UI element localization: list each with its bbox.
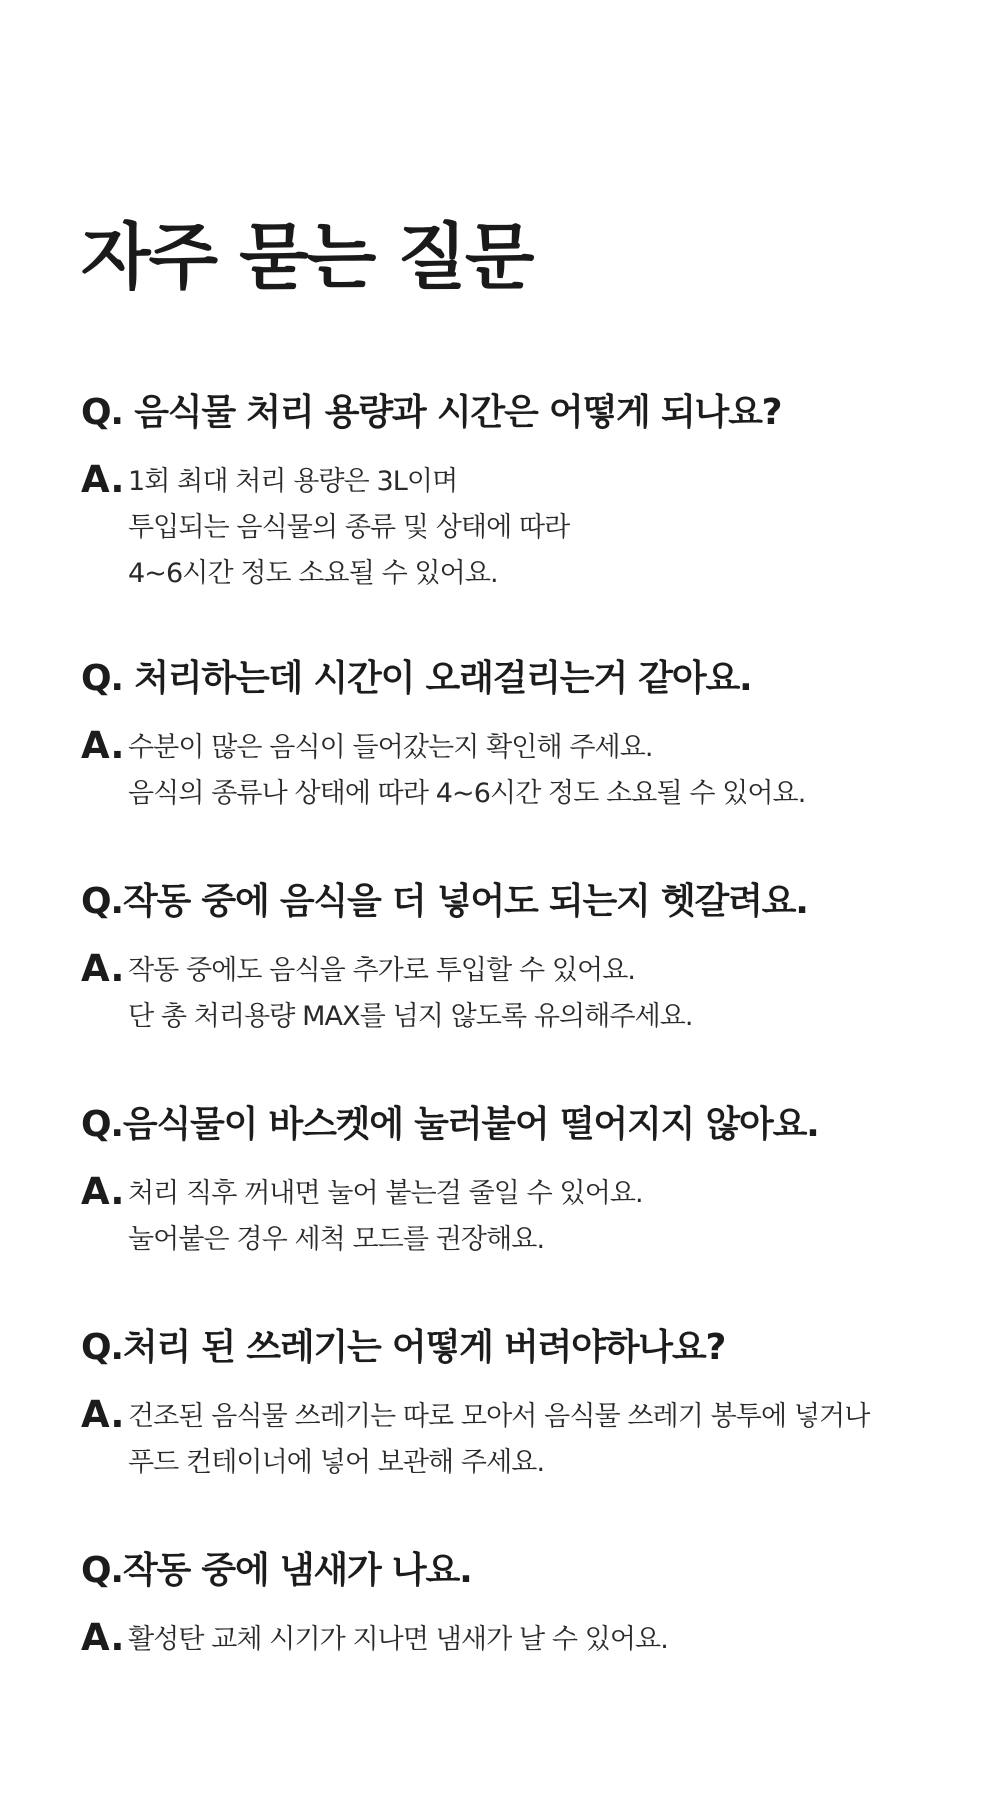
answer-line: 단 총 처리용량 MAX를 넘지 않도록 유의해주세요. [128,1001,693,1032]
page-title: 자주 묻는 질문 [81,215,533,299]
question-text: 작동 중에 음식을 더 넣어도 되는지 헷갈려요. [122,881,808,922]
question-mark: Q. [81,1550,123,1591]
answer-text [128,723,805,817]
faq-answer [81,1169,961,1263]
answer-text [128,457,569,597]
question-text: 음식물 처리 용량과 시간은 어떻게 되나요? [122,392,782,433]
answer-mark: A. [81,947,125,990]
faq-item-6 [81,1547,961,1663]
answer-mark: A. [81,1393,125,1436]
answer-text [128,1615,668,1663]
faq-item-2 [81,655,961,817]
answer-line: 활성탄 교체 시기가 지나면 냄새가 날 수 있어요. [128,1624,668,1655]
faq-question [81,1324,961,1372]
answer-line: 투입되는 음식물의 종류 및 상태에 따라 [128,512,570,543]
question-mark: Q. [81,1327,123,1368]
answer-mark: A. [81,724,125,767]
faq-answer [81,1392,961,1486]
faq-item-4 [81,1101,961,1263]
question-text: 처리하는데 시간이 오래걸리는거 같아요. [122,658,752,699]
answer-line: 작동 중에도 음식을 추가로 투입할 수 있어요. [128,955,636,986]
faq-question [81,1101,961,1149]
faq-question [81,1547,961,1595]
faq-question [81,655,961,703]
faq-answer [81,1615,961,1663]
faq-item-1 [81,389,961,597]
answer-mark: A. [81,1616,125,1659]
answer-line: 4~6시간 정도 소요될 수 있어요. [128,558,498,589]
question-text: 작동 중에 냄새가 나요. [122,1550,472,1591]
question-mark: Q. [81,392,123,433]
question-mark: Q. [81,658,123,699]
answer-line: 음식의 종류나 상태에 따라 4~6시간 정도 소요될 수 있어요. [128,778,806,809]
answer-text [128,1392,869,1486]
faq-answer [81,457,961,597]
answer-line: 눌어붙은 경우 세척 모드를 권장해요. [128,1224,545,1255]
answer-line: 처리 직후 꺼내면 눌어 붙는걸 줄일 수 있어요. [128,1178,643,1209]
faq-question [81,878,961,926]
answer-line: 수분이 많은 음식이 들어갔는지 확인해 주세요. [128,732,653,763]
answer-mark: A. [81,1170,125,1213]
answer-text [128,946,693,1040]
question-mark: Q. [81,881,123,922]
answer-line: 1회 최대 처리 용량은 3L이며 [128,466,458,497]
faq-item-3 [81,878,961,1040]
answer-mark: A. [81,458,125,501]
faq-question [81,389,961,437]
question-text: 음식물이 바스켓에 눌러붙어 떨어지지 않아요. [122,1104,819,1145]
answer-line: 푸드 컨테이너에 넣어 보관해 주세요. [128,1447,545,1478]
faq-answer [81,723,961,817]
question-text: 처리 된 쓰레기는 어떻게 버려야하나요? [122,1327,726,1368]
answer-text [128,1169,643,1263]
faq-item-5 [81,1324,961,1486]
faq-answer [81,946,961,1040]
answer-line: 건조된 음식물 쓰레기는 따로 모아서 음식물 쓰레기 봉투에 넣거나 [128,1401,870,1432]
question-mark: Q. [81,1104,123,1145]
